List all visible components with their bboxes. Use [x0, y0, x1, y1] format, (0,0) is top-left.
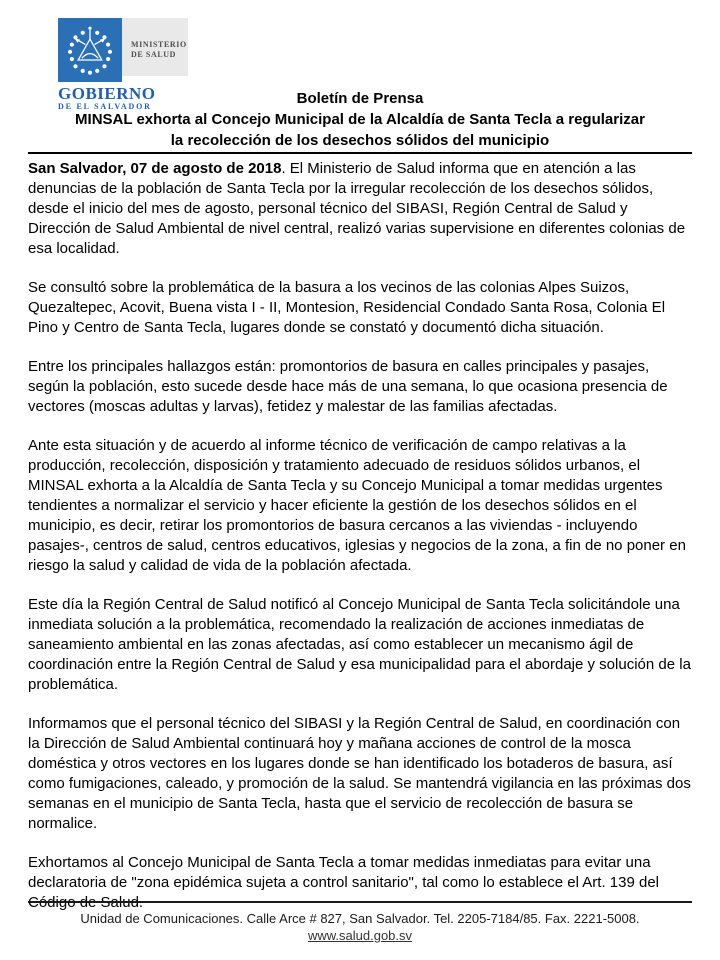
headline-line2: la recolección de los desechos sólidos del municipio — [170, 132, 550, 149]
paragraph-notificacion: Este día la Región Central de Salud notificó al Concejo Municipal de Santa Tecla solicitándole una inmediata solución a la problemática, recomendado la realización de acciones inmediatas de saneamiento ambiental en las zonas afectadas, así como establecer un mecanismo ágil de coordinación entre la Región Central de Salud y esa municipalidad para el abordaje y solución de la problemática. — [28, 596, 691, 693]
ministry-name-line1: MINISTERIO — [131, 40, 187, 49]
paragraph-colonias: Se consultó sobre la problemática de la basura a los vecinos de las colonias Alpes Suizos, Quezaltepec, Acovit, Buena vista I - II, Montesion, Residencial Condado Santa Rosa, Colonia El Pino y Centro de Santa Tecla, lugares donde se constató y documentó dicha situación. — [28, 279, 666, 336]
headline-line1: MINSAL exhorta al Concejo Municipal de la Alcaldía de Santa Tecla a regularizar — [75, 111, 645, 128]
document-footer — [28, 901, 692, 944]
logo-row — [58, 18, 258, 82]
ministry-box — [122, 18, 188, 76]
paragraph-intro-text: . El Ministerio de Salud informa que en atención a las denuncias de la población de Santa Tecla por la irregular recolección de los desechos sólidos, desde el inicio del mes de agosto, personal técnico del SIBASI, Región Central de Salud y Dirección de Salud Ambiental de nivel central, realizó varias supervisione en diferentes colonias de esa localidad. — [28, 160, 686, 257]
government-wordmark: GOBIERNO — [58, 84, 156, 103]
ministry-name-line2: DE SALUD — [131, 50, 177, 59]
paragraph-intro — [28, 159, 692, 259]
bulletin-title: Boletín de Prensa — [296, 90, 424, 107]
coat-of-arms-box — [58, 18, 122, 82]
footer-contact: Unidad de Comunicaciones. Calle Arce # 827, San Salvador. Tel. 2205-7184/85. Fax. 2221-5008. — [80, 911, 640, 926]
document-body — [28, 159, 692, 913]
paragraph-declaratoria: Exhortamos al Concejo Municipal de Santa Tecla a tomar medidas inmediatas para evitar una declaratoria de "zona epidémica sujeta a control sanitario", tal como lo establece el Art. 139 del Código de Salud. — [28, 854, 660, 911]
dateline: San Salvador, 07 de agosto de 2018 — [28, 160, 282, 177]
government-sub-wordmark: DE EL SALVADOR — [58, 102, 152, 111]
website-link[interactable]: www.salud.gob.sv — [307, 928, 413, 943]
coat-of-arms-icon — [61, 21, 119, 79]
paragraph-acciones: Informamos que el personal técnico del SIBASI y la Región Central de Salud, en coordinación con la Dirección de Salud Ambiental continuará hoy y mañana acciones de control de la mosca doméstica y otros vectores en los lugares donde se han identificado los botaderos de basura, así como fumigaciones, caleado, y promoción de la salud. Se mantendrá vigilancia en las próximas dos semanas en el municipio de Santa Tecla, hasta que el servicio de recolección de basura se normalice. — [28, 715, 691, 832]
minsal-logo — [58, 18, 258, 112]
paragraph-exhorto: Ante esta situación y de acuerdo al informe técnico de verificación de campo relativas a la producción, recolección, disposición y tratamiento adecuado de residuos sólidos urbanos, el MINSAL exhorta a la Alcaldía de Santa Tecla y su Concejo Municipal a tomar medidas urgentes tendientes a normalizar el servicio y hacer eficiente la gestión de los desechos sólidos en el municipio, es decir, retirar los promontorios de basura cercanos a las viviendas - incluyendo pasajes-, centros de salud, centros educativos, iglesias y negocios de la zona, a fin de no poner en riesgo la salud y calidad de vida de la población afectada. — [28, 437, 686, 574]
paragraph-hallazgos: Entre los principales hallazgos están: promontorios de basura en calles principales y pasajes, según la población, esto sucede desde hace más de una semana, lo que ocasiona presencia de vectores (moscas adultas y larvas), fetidez y malestar de las familias afectadas. — [28, 358, 668, 415]
